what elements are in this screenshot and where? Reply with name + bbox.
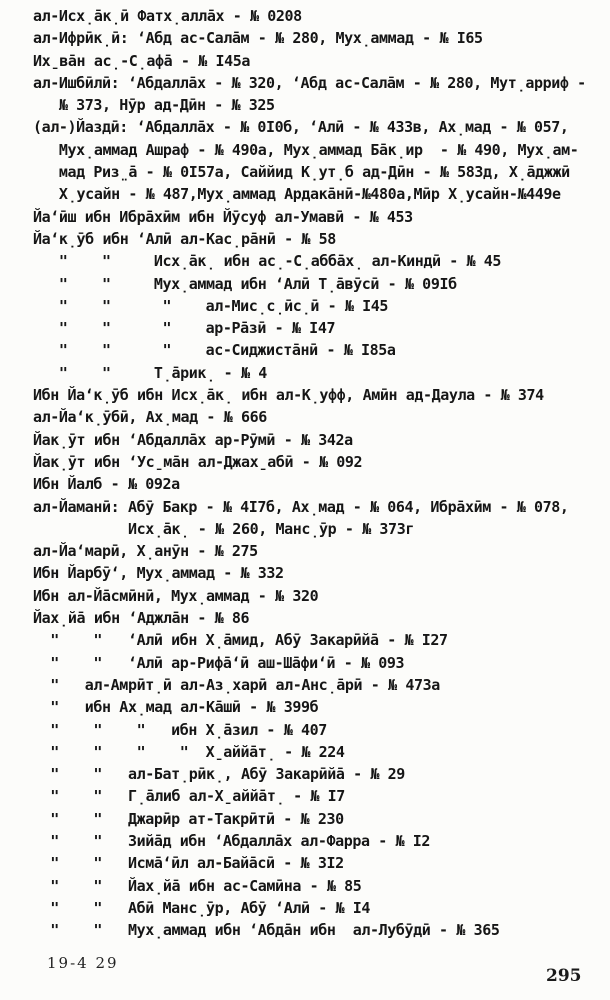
index-line: " ибн Ах̣мад ал-Ка̄шӣ - № 399б xyxy=(33,698,319,717)
index-line: ал-Йаманӣ: Абӯ Бакр - № 4I7б, Ах̣мад - № 064, Ибра̄хӣм - № 078, xyxy=(33,497,569,516)
index-line: " " " ас-Сиджиста̄нӣ - № I85а xyxy=(33,341,396,360)
index-line: ал-Йа‘марӣ, Х̣анӯн - № 275 xyxy=(33,542,258,561)
index-line: " " ‘Алӣ ибн Х̣а̄мид, Абӯ Закарӣйа̄ - № I27 xyxy=(33,631,448,650)
index-line: Их̱ва̄н ас̣-С̣афа̄ - № I45а xyxy=(33,51,250,70)
index-line: ал-Исх̣а̄к̣ӣ Фатх̣алла̄х - № 0208 xyxy=(33,7,302,25)
index-line: (ал-)Йаздӣ: ‘Абдалла̄х - № 0I0б, ‘Алӣ - № 433в, Ах̣мад - № 057, xyxy=(33,118,569,137)
index-line: мад Риз̤а̄ - № 0I57а, Саййид К̣ут̣б ад-Дӣн - № 583д, Х̣а̄джжӣ xyxy=(33,163,570,182)
index-line: " " " " Х̱аййа̄т̣ - № 224 xyxy=(33,742,345,761)
index-line: " " Т̣а̄рик̣ - № 4 xyxy=(33,363,267,382)
index-line: Исх̣а̄к̣ - № 260, Манс̣ӯр - № 373г xyxy=(33,519,414,538)
index-line: Йак̣ӯт ибн ‘Ус̱ма̄н ал-Джах̱абӣ - № 092 xyxy=(33,452,363,471)
index-entries-block xyxy=(33,5,610,941)
print-code: 19-4 29 xyxy=(47,954,119,972)
index-line: " " Джарӣр ат-Такрӣтӣ - № 230 xyxy=(33,809,344,828)
index-line: " " Исма̄‘ӣл ал-Байа̄сӣ - № 3I2 xyxy=(33,854,344,873)
index-line: Йах̣йа̄ ибн ‘Аджла̄н - № 86 xyxy=(33,609,250,628)
index-line: " " Абӣ Манс̣ӯр, Абӯ ‘Алӣ - № I4 xyxy=(33,898,370,917)
index-line: " " Зийа̄д ибн ‘Абдалла̄х ал-Фарра - № I2 xyxy=(33,831,431,850)
index-line: " " " ар-Ра̄зӣ - № I47 xyxy=(33,319,336,338)
index-line: Ибн ал-Йа̄смӣнӣ, Мух̣аммад - № 320 xyxy=(33,586,319,605)
index-line: Мух̣аммад Ашраф - № 490а, Мух̣аммад Ба̄к̣ир - № 490, Мух̣ам- xyxy=(33,140,579,159)
index-line: Х̣усайн - № 487,Мух̣аммад Ардака̄нӣ-№480а,Мӣр Х̣усайн-№449е xyxy=(33,185,561,204)
index-line: " " Мух̣аммад ибн ‘Абда̄н ибн ал-Лубӯдӣ - № 365 xyxy=(33,921,500,940)
index-line: " " Йах̣йа̄ ибн ас-Самӣна - № 85 xyxy=(33,876,362,895)
index-line: № 373, Нӯр ад-Дӣн - № 325 xyxy=(33,96,275,115)
index-line: " " Мух̣аммад ибн ‘Алӣ Т̣а̄вӯсӣ - № 09Iб xyxy=(33,274,457,293)
index-line: " " ‘Алӣ ар-Рифа̄‘ӣ аш-Ша̄фи‘ӣ - № 093 xyxy=(33,653,405,672)
index-line: Ибн Йалб - № 092а xyxy=(33,475,180,494)
index-line: " " Г̣а̄либ ал-Х̱аййа̄т̣ - № I7 xyxy=(33,787,345,806)
index-line: Йак̣ӯт ибн ‘Абдалла̄х ар-Рӯмӣ - № 342а xyxy=(33,430,353,449)
index-line: " " ал-Бат̣рӣк̣, Абӯ Закарӣйа̄ - № 29 xyxy=(33,765,405,784)
index-line: " ал-Амрӣт̣ӣ ал-Аз̣харӣ ал-Анс̣а̄рӣ - № 473а xyxy=(33,675,440,694)
index-line: Ибн Йарбӯ‘, Мух̣аммад - № 332 xyxy=(33,564,284,583)
index-line: " " " ал-Мис̣с̣ӣс̣ӣ - № I45 xyxy=(33,296,389,315)
index-line: ал-Йа‘к̣ӯбӣ, Ах̣мад - № 666 xyxy=(33,408,267,427)
index-line: ал-Ишбӣлӣ: ‘Абдалла̄х - № 320, ‘Абд ас-Сала̄м - № 280, Мут̣арриф - xyxy=(33,73,586,92)
index-line: Ибн Йа‘к̣ӯб ибн Исх̣а̄к̣ ибн ал-К̣уфф, Амӣн ад-Даула - № 374 xyxy=(33,386,544,405)
page-number: 295 xyxy=(546,966,582,986)
index-line: Йа‘к̣ӯб ибн ‘Алӣ ал-Кас̣ра̄нӣ - № 58 xyxy=(33,229,336,248)
index-line: " " " ибн Х̣а̄зил - № 407 xyxy=(33,720,327,739)
index-line: Йа‘ӣш ибн Ибра̄хӣм ибн Йӯсуф ал-Умавӣ - № 453 xyxy=(33,207,413,226)
index-line: ал-Ифрӣк̣ӣ: ‘Абд ас-Сала̄м - № 280, Мух̣аммад - № I65 xyxy=(33,29,483,48)
index-line: " " Исх̣а̄к̣ ибн ас̣-С̣абба̄х̣ ал-Киндӣ - № 45 xyxy=(33,252,502,271)
